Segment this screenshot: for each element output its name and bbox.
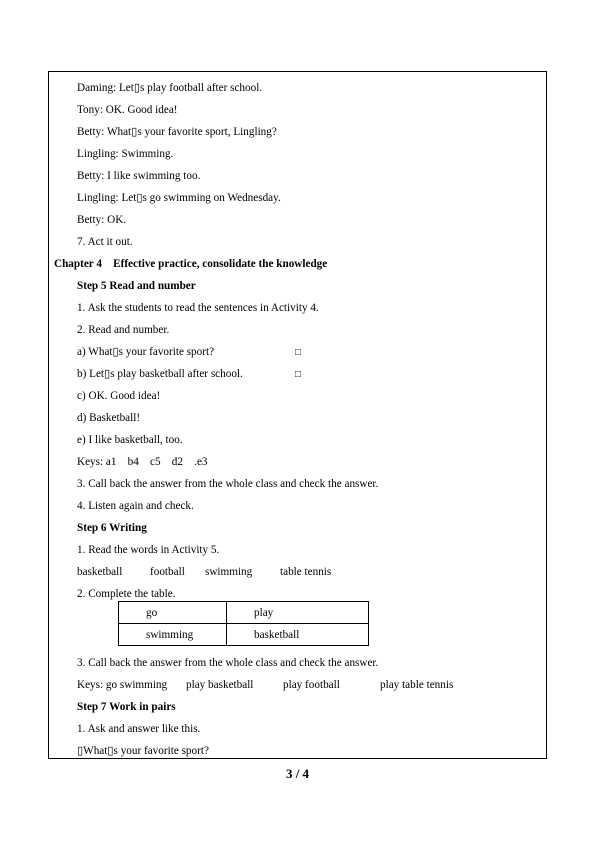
- sentence-c: c) OK. Good idea!: [77, 390, 161, 402]
- table-row: [119, 602, 369, 624]
- sentence-b: b) Let▯s play basketball after school.: [77, 368, 243, 380]
- step6-item-2: 2. Complete the table.: [77, 588, 176, 600]
- sentence-d: d) Basketball!: [77, 412, 141, 424]
- dialogue-line-3: Betty: What▯s your favorite sport, Lingling?: [77, 126, 277, 138]
- dialogue-line-7: Betty: OK.: [77, 214, 127, 226]
- checkbox-a: □: [295, 347, 302, 358]
- step6-heading: Step 6 Writing: [77, 522, 147, 534]
- step7-item-2: ▯What▯s your favorite sport?: [77, 745, 209, 757]
- table-cell: swimming: [119, 624, 227, 646]
- sentence-e: e) I like basketball, too.: [77, 434, 183, 446]
- table-cell: basketball: [227, 624, 369, 646]
- table-row: [119, 624, 369, 646]
- step5-item-2: 2. Read and number.: [77, 324, 170, 336]
- sentence-a: a) What▯s your favorite sport?: [77, 346, 215, 358]
- dialogue-line-2: Tony: OK. Good idea!: [77, 104, 178, 116]
- complete-table: [118, 601, 369, 646]
- step5-item-3: 3. Call back the answer from the whole class and check the answer.: [77, 478, 379, 490]
- word-football: football: [150, 566, 185, 578]
- step5-heading: Step 5 Read and number: [77, 280, 196, 292]
- dialogue-line-5: Betty: I like swimming too.: [77, 170, 201, 182]
- step5-item-4: 4. Listen again and check.: [77, 500, 194, 512]
- dialogue-line-6: Lingling: Let▯s go swimming on Wednesday.: [77, 192, 281, 204]
- word-table-tennis: table tennis: [280, 566, 332, 578]
- step7-heading: Step 7 Work in pairs: [77, 701, 176, 713]
- dialogue-line-1: Daming: Let▯s play football after school.: [77, 82, 263, 94]
- step5-item-1: 1. Ask the students to read the sentences in Activity 4.: [77, 302, 319, 314]
- step6-item-1: 1. Read the words in Activity 5.: [77, 544, 220, 556]
- step6-key-4: play table tennis: [380, 679, 454, 691]
- act-it-out: 7. Act it out.: [77, 236, 133, 248]
- word-basketball: basketball: [77, 566, 123, 578]
- dialogue-line-4: Lingling: Swimming.: [77, 148, 174, 160]
- step7-item-1: 1. Ask and answer like this.: [77, 723, 201, 735]
- step6-key-2: play basketball: [186, 679, 254, 691]
- step6-key-3: play football: [283, 679, 340, 691]
- chapter-heading: Chapter 4 Effective practice, consolidate the knowledge: [54, 258, 328, 270]
- step5-keys: Keys: a1 b4 c5 d2 .e3: [77, 456, 208, 468]
- table-cell: go: [119, 602, 227, 624]
- word-swimming: swimming: [205, 566, 253, 578]
- step6-keys-label: Keys: go swimming: [77, 679, 168, 691]
- page-number: 3 / 4: [285, 766, 310, 781]
- step6-item-3: 3. Call back the answer from the whole class and check the answer.: [77, 657, 379, 669]
- table-cell: play: [227, 602, 369, 624]
- checkbox-b: □: [295, 369, 302, 380]
